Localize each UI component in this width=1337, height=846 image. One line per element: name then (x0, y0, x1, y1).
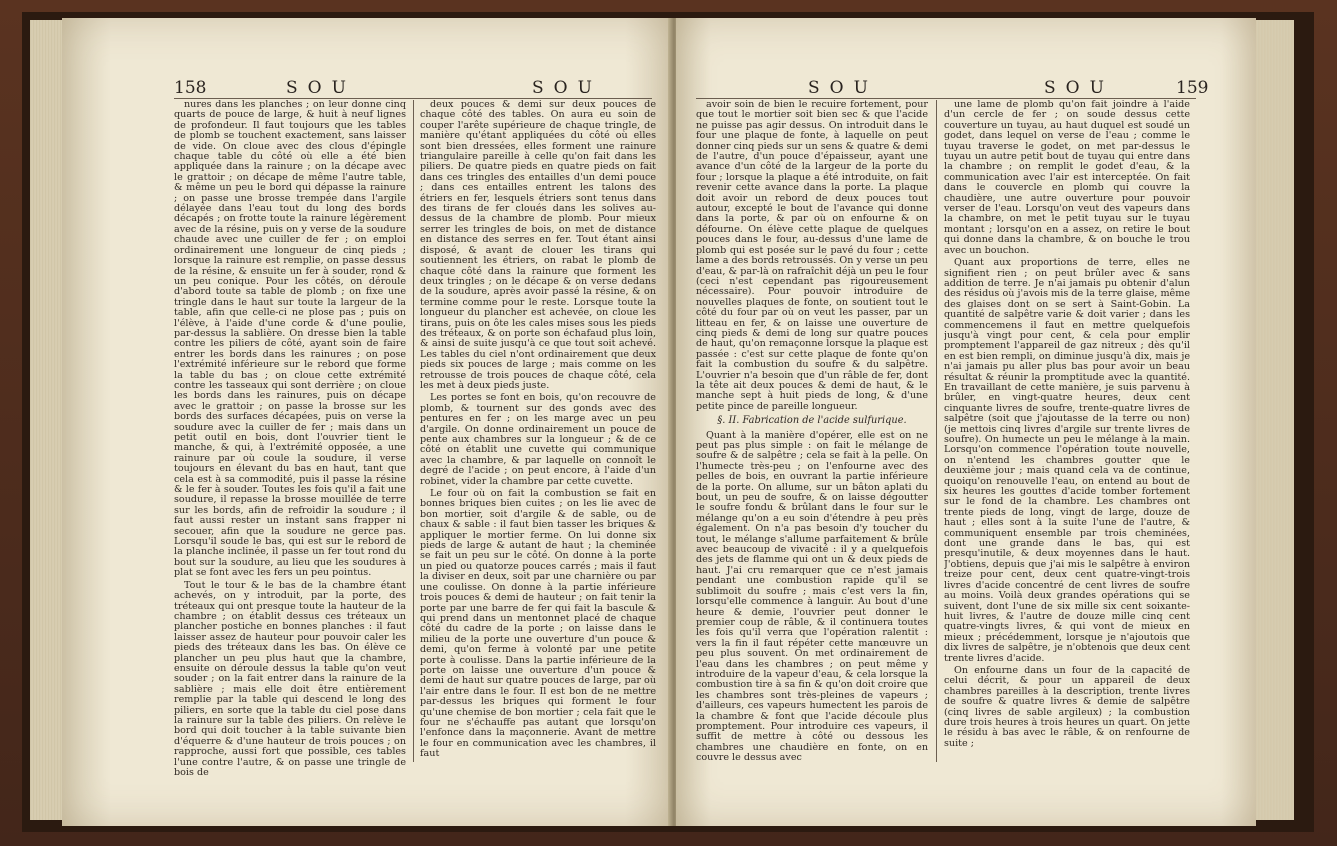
right-page (676, 18, 1256, 826)
left-page (62, 18, 674, 826)
paragraph: avoir soin de bien le recuire fortement, pour que tout le mortier soit bien sec & que l'acide ne puisse pas agir dessus. On introduit dans le four une plaque de fonte, à laquelle on peut donner cinq pieds sur un sens & quatre & demi de l'autre, d'un pouce d'épaisseur, ayant une avance d'un côté de la largeur de la porte du four ; lorsque la plaque a été introduite, on fait revenir cette avance dans la porte. La plaque doit avoir un rebord de deux pouces tout autour, excepté le bout de l'avance qui donne dans la porte, & par où on enfourne & on défourne. On élève cette plaque de quelques pouces dans le four, au-dessus d'une lame de plomb qui est posée sur le pavé du four ; cette lame a des bords retroussés. On y verse un peu d'eau, & par-là on rafraîchit déjà un peu le four (ceci n'est cependant pas rigoureusement nécessaire). Pour pouvoir introduire de nouvelles plaques de fonte, on soutient tout le côté du four par où on veut les passer, par un litteau en fer, & on laisse une ouverture de cinq pieds & demi de long sur quatre pouces de haut, qu'on remaçonne lorsque la plaque est passée : c'est sur cette plaque de fonte qu'on fait la combustion du soufre & du salpêtre. L'ouvrier n'a besoin que d'un râble de fer, dont la tête ait deux pouces & demi de haut, & le manche sept à huit pieds de long, & d'une petite pince de pareille longueur. (696, 100, 928, 412)
page-number-left: 158 (174, 78, 207, 98)
paragraph: Les portes se font en bois, qu'on recouvre de plomb, & tournent sur des gonds avec des pentures en fer ; on les marge avec un peu d'argile. On donne ordinairement un pouce de pente aux chambres sur la longueur ; & de ce côté on établit une cuvette qui communique avec la chambre, & par laquelle on connoît le degré de l'acide ; on peut encore, à l'aide d'un robinet, vider la chambre par cette cuvette. (420, 392, 656, 487)
text-column-right-2 (944, 100, 1190, 780)
page-number-right: 159 (1176, 78, 1209, 98)
paragraph: Tout le tour & le bas de la chambre étant achevés, on y introduit, par la porte, des tréteaux qui ont presque toute la hauteur de la chambre ; on établit dessus ces tréteaux un plancher postiche en bonnes planches : il faut laisser assez de hauteur pour pouvoir caler les pieds des tréteaux dans les bas. On élève ce plancher un peu plus haut que la chambre, ensuite on déroule dessus la table qu'on veut souder ; on la fait entrer dans la rainure de la sablière ; mais elle doit être entièrement remplie par la table qui descend le long des piliers, en sorte que la table du ciel pose dans la rainure sur la table des piliers. On relève le bord qui doit toucher à la table suivante bien d'équerre & d'une hauteur de trois pouces ; on rapproche, aussi fort que possible, ces tables l'une contre l'autre, & on passe une tringle de bois de (174, 579, 406, 778)
column-divider (413, 100, 414, 762)
paragraph: On enfourne dans un four de la capacité de celui décrit, & pour un appareil de deux chambres pareilles à la description, trente livres de soufre & quatre livres & demie de salpêtre (cinq livres de sable argileux) ; la combustion dure trois heures à trois heures un quart. On jette le résidu à bas avec le râble, & on renfourne de suite ; (944, 664, 1190, 749)
paragraph: Quant à la manière d'opérer, elle est on ne peut pas plus simple : on fait le mélange de soufre & de salpêtre ; cela se fait à la pelle. On l'humecte très-peu ; on l'enfourne avec des pelles de bois, en ouvrant la partie inférieure de la porte. On allume, sur un bâton aplati du bout, un peu de soufre, & on laisse dégoutter le soufre fondu & brûlant dans le four sur le mélange qu'on a eu soin d'étendre à peu près également. On n'a pas besoin d'y toucher du tout, le mélange s'allume parfaitement & brûle avec beaucoup de vivacité : il y a quelquefois des jets de flamme qui ont un & deux pieds de haut. J'ai cru remarquer que ce n'est jamais pendant une combustion rapide qu'il se sublimoit du soufre ; mais c'est vers la fin, lorsqu'elle commence à languir. Au bout d'une heure & demie, l'ouvrier peut donner le premier coup de râble, & il continuera toutes les fois qu'il verra que l'opération ralentit : vers la fin il faut répéter cette manœuvre un peu plus souvent. On met ordinairement de l'eau dans les chambres ; on peut même y introduire de la vapeur d'eau, & cela lorsque la combustion tire à sa fin & qu'on doit croire que les chambres sont très-pleines de vapeurs ; d'ailleurs, ces vapeurs humectent les parois de la chambre & font que l'acide découle plus promptement. Pour introduire ces vapeurs, il suffit de mettre à côté ou dessous les chambres une chaudière en fonte, on en couvre le dessus avec (696, 429, 928, 764)
column-divider (936, 100, 937, 762)
paragraph: Quant aux proportions de terre, elles ne signifient rien ; on peut brûler avec & sans addition de terre. Je n'ai jamais pu obtenir d'alun des résidus où j'avois mis de la terre glaise, même des glaises dont on se sert à Saint-Gobin. La quantité de salpêtre varie & doit varier ; dans les commencemens il faut en mettre quelquefois jusqu'à vingt pour cent, & cela pour emplir promptement l'appareil de gaz nitreux ; dès qu'il en est bien rempli, on diminue jusqu'à dix, mais je n'ai jamais pu aller plus bas pour avoir un beau résultat & réunir la promptitude avec la quantité. En travaillant de cette manière, je suis parvenu à brûler, en vingt-quatre heures, deux cent cinquante livres de soufre, trente-quatre livres de salpêtre (soit que j'ajoutasse de la terre ou non) (je mettois cinq livres d'argile sur trente livres de soufre). On humecte un peu le mélange à la main. Lorsqu'on commence l'opération toute nouvelle, on n'entend les chambres goutter que le deuxième jour ; mais quand cela va de continue, quoiqu'on renouvelle l'eau, on entend au bout de six heures les gouttes d'acide tomber fortement sur le fond de la chambre. Les chambres ont trente pieds de long, vingt de large, douze de haut ; elles sont à la suite l'une de l'autre, & communiquent ensemble par trois cheminées, dont une grande dans le bas, qui est presqu'inutile, & deux moyennes dans le haut. J'obtiens, depuis que j'ai mis le salpêtre à environ treize pour cent, deux cent quatre-vingt-trois livres d'acide concentré de cent livres de soufre au moins. Voilà deux grandes opérations qui se suivent, dont l'une de six mille six cent soixante-huit livres, & l'autre de douze mille cinq cent quatre-vingts livres, & qui vont de mieux en mieux ; précédemment, lorsque je n'ajoutois que dix livres de salpêtre, je n'obtenois que deux cent trente livres d'acide. (944, 257, 1190, 664)
text-column-left-2 (420, 100, 656, 780)
paragraph: Le four où on fait la combustion se fait en bonnes briques bien cuites ; on les lie avec de bon mortier, soit d'argile & de sable, ou de chaux & sable : il faut bien tasser les briques & appliquer le mortier ferme. On lui donne six pieds de large & autant de haut ; la cheminée se fait un peu sur le côté. On donne à la porte un pied ou quatorze pouces carrés ; mais il faut la diviser en deux, soit par une charnière ou par une coulisse. On donne à la partie inférieure trois pouces & demi de hauteur ; on fait tenir la porte par une barre de fer qui fait la bascule & qui prend dans un mentonnet placé de chaque côté du cadre de la porte ; on laisse dans le milieu de la porte une ouverture d'un pouce & demi, qu'on ferme à volonté par une petite porte à coulisse. Dans la partie inférieure de la porte on laisse une ouverture d'un pouce & demi de haut sur quatre pouces de large, par où l'air entre dans le four. Il est bon de ne mettre par-dessus les briques qui forment le four qu'une chemise de bon mortier ; cela fait que le four ne s'échauffe pas autant que lorsqu'on l'enfonce dans la maçonnerie. Avant de mettre le four en communication avec les chambres, il faut (420, 488, 656, 760)
text-column-right-1 (696, 100, 928, 780)
paragraph: deux pouces & demi sur deux pouces de chaque côté des tables. On aura eu soin de couper l'arête supérieure de chaque tringle, de manière qu'étant appliquées du côté où elles sont bien dressées, elles forment une rainure triangulaire pareille à celle qu'on fait dans les piliers. De quatre pieds en quatre pieds on fait dans ces tringles des entailles d'un demi pouce ; dans ces entailles entrent les talons des étriers en fer, lesquels étriers sont tenus dans des tirans de fer cloués dans les solives au-dessus de la chambre de plomb. Pour mieux serrer les tringles de bois, on met de distance en distance des serres en fer. Tout étant ainsi disposé, & avant de clouer les tirans qui soutiennent les étriers, on rabat le plomb de chaque côté dans la rainure que forment les deux tringles ; on le décape & on verse dedans de la soudure, après avoir passé la résine, & on termine comme pour le reste. Lorsque toute la longueur du plancher est achevée, on cloue les tirans, puis on ôte les cales mises sous les pieds des tréteaux, & on porte son échafaud plus loin, & ainsi de suite jusqu'à ce que tout soit achevé. Les tables du ciel n'ont ordinairement que deux pieds six pouces de large ; mais comme on les retrousse de trois pouces de chaque côté, cela les met à deux pieds juste. (420, 100, 656, 391)
running-header-left-col2: SOU (532, 78, 602, 98)
paragraph: nures dans les planches ; on leur donne cinq quarts de pouce de large, & huit à neuf lignes de profondeur. Il faut toujours que les tables de plomb se touchent exactement, sans laisser de vide. On cloue avec des clous d'épingle chaque table du côté où elle a été bien appliquée dans la rainure ; on la décape avec le grattoir ; on décape de même l'autre table, & même un peu le bord qui dépasse la rainure ; on passe une brosse trempée dans l'argile délayée dans l'eau tout du long des bords décapés ; on frotte toute la rainure légèrement avec de la résine, puis on y verse de la soudure chaude avec une cuiller de fer ; on emploi ordinairement une longueur de cinq pieds ; lorsque la rainure est remplie, on passe dessus de la résine, & ensuite un fer à souder, rond & un peu conique. Pour les côtés, on déroule d'abord toute sa table de plomb ; on fixe une tringle dans le haut sur toute la largeur de la table, afin que celle-ci ne plose pas ; puis on l'élève, à l'aide d'une corde & d'une poulie, par-dessus la sablière. On dresse bien la table contre les piliers de côté, ayant soin de faire entrer les bords dans les rainures ; on pose l'extrémité inférieure sur le rebord que forme la table du bas ; on cloue cette extrémité contre les tasseaux qui sont derrière ; on cloue les bords dans les rainures, puis on décape avec le grattoir ; on passe la brosse sur les bords des surfaces décapées, puis on verse la soudure avec la cuiller de fer ; mais dans un petit outil en bois, dont l'ouvrier tient le manche, & qui, à l'extrémité opposée, a une rainure par où coule la soudure, il verse toujours en élevant du bas en haut, tant que cela est à sa commodité, puis il passe la résine & le fer à souder. Toutes les fois qu'il a fait une soudure, il repasse la brosse mouillée de terre sur les bords, afin de refroidir la soudure ; il faut aussi rester un instant sans frapper ni secouer, afin que la soudure ne gerce pas. Lorsqu'il soude le bas, qui est sur le rebord de la planche inclinée, il passe un fer tout rond du bout sur la soudure, au lieu que les soudures à plat se font avec les fers un peu pointus. (174, 100, 406, 579)
running-header-right-col2: SOU (1044, 78, 1114, 98)
page-edges-right (1254, 20, 1294, 820)
paragraph: une lame de plomb qu'on fait joindre à l'aide d'un cercle de fer ; on soude dessus cette couverture un tuyau, au haut duquel est soudé un godet, dans lequel on verse de l'eau ; comme le tuyau traverse le godet, on met par-dessus le tuyau un autre petit bout de tuyau qui entre dans la chambre ; on remplit le godet d'eau, & la communication avec l'air est interceptée. On fait dans le couvercle en plomb qui couvre la chaudière, une autre ouverture pour pouvoir verser de l'eau. Lorsqu'on veut des vapeurs dans la chambre, on met le petit tuyau sur le tuyau montant ; lorsqu'on en a assez, on retire le bout qui donne dans la chambre, & on bouche le trou avec un bouchon. (944, 100, 1190, 256)
header-rule (174, 98, 652, 99)
running-header-left-col1: SOU (286, 78, 356, 98)
running-header-right-col1: SOU (808, 78, 878, 98)
text-column-left-1 (174, 100, 406, 780)
header-rule (696, 98, 1196, 99)
section-title: §. II. Fabrication de l'acide sulfurique. (717, 415, 907, 427)
